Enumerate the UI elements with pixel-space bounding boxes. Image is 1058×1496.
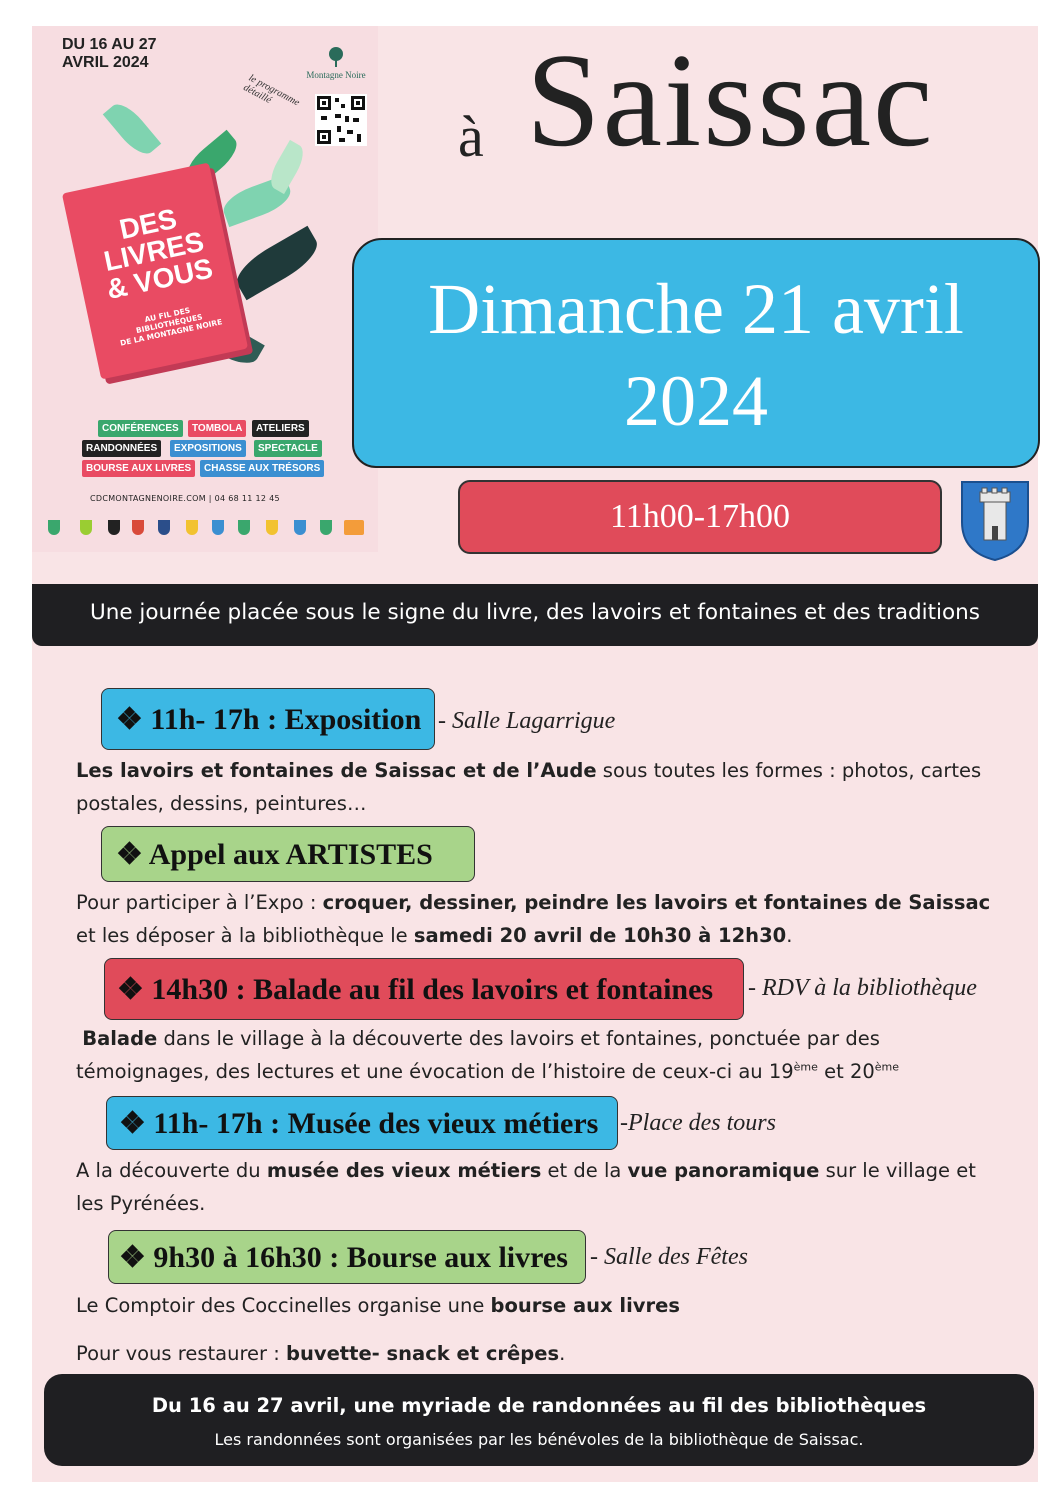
montagne-noire-logo xyxy=(296,46,376,80)
poster-dates: DU 16 AU 27 AVRIL 2024 xyxy=(62,36,157,71)
book-subtitle: AU FIL DES BIBLIOTHÈQUES DE LA MONTAGNE NOIRE xyxy=(119,305,223,348)
tag-tombola: TOMBOLA xyxy=(188,420,246,437)
bullet-icon: ❖ xyxy=(119,1107,146,1140)
partner-logo xyxy=(186,520,198,535)
tagline-banner: Une journée placée sous le signe du livre, des lavoirs et fontaines et des traditions xyxy=(32,584,1038,646)
tag-chasse-aux-tresors: CHASSE AUX TRÉSORS xyxy=(200,460,324,477)
exposition-desc-text: sous toutes les formes : photos, cartes postales, dessins, peintures… xyxy=(76,759,982,815)
leaf-decoration xyxy=(103,98,161,161)
artists-desc-text: et les déposer à la bibliothèque le xyxy=(76,924,414,947)
exposition-pill xyxy=(101,688,435,750)
artists-call-title: Appel aux ARTISTES xyxy=(148,838,433,871)
partner-logo xyxy=(238,520,250,535)
superscript: ème xyxy=(874,1060,900,1074)
heading-town: Saissac xyxy=(526,26,935,174)
musee-desc-bold: vue panoramique xyxy=(627,1159,820,1182)
musee-desc-text: et de la xyxy=(541,1159,628,1182)
partner-logo xyxy=(132,520,144,535)
balade-description xyxy=(76,1022,986,1088)
musee-title: 11h- 17h : Musée des vieux métiers xyxy=(153,1107,599,1140)
poster-contact: CDCMONTAGNENOIRE.COM | 04 68 11 12 45 xyxy=(90,494,280,503)
artists-desc-bold: samedi 20 avril de 10h30 à 12h30 xyxy=(413,924,787,947)
tag-expositions: EXPOSITIONS xyxy=(170,440,246,457)
partner-logo xyxy=(344,520,364,535)
bourse-pill xyxy=(108,1230,586,1284)
exposition-desc-bold: Les lavoirs et fontaines de Saissac et de l’Aude xyxy=(76,759,597,782)
partner-logos xyxy=(40,520,370,542)
musee-desc-text: A la découverte du xyxy=(76,1159,267,1182)
book-illustration xyxy=(62,162,248,379)
bullet-icon: ❖ xyxy=(117,973,144,1006)
leaf-decoration xyxy=(265,140,309,194)
bullet-icon: ❖ xyxy=(116,703,143,736)
food-text: Pour vous restaurer : xyxy=(76,1342,287,1365)
musee-desc-bold: musée des vieux métiers xyxy=(266,1159,542,1182)
bullet-icon: ❖ xyxy=(116,838,143,871)
tag-bourse-aux-livres: BOURSE AUX LIVRES xyxy=(82,460,195,477)
event-hours: 11h00-17h00 xyxy=(458,480,942,554)
partner-logo xyxy=(320,520,332,535)
tree-icon xyxy=(321,46,351,68)
bourse-desc-bold: bourse aux livres xyxy=(490,1294,680,1317)
partner-logo xyxy=(80,520,92,535)
tag-ateliers: ATELIERS xyxy=(252,420,309,437)
tag-conferences: CONFÉRENCES xyxy=(98,420,183,437)
superscript: ème xyxy=(793,1060,818,1074)
artists-call-pill xyxy=(101,826,475,882)
saissac-crest-icon xyxy=(958,478,1032,562)
musee-description xyxy=(76,1154,996,1220)
artists-desc-text: . xyxy=(786,924,793,947)
balade-desc-text: et 20 xyxy=(817,1060,875,1083)
musee-location: -Place des tours xyxy=(620,1110,776,1136)
tag-spectacle: SPECTACLE xyxy=(254,440,322,457)
food-text: . xyxy=(559,1342,566,1365)
partner-logo xyxy=(108,520,120,535)
artists-desc-text: Pour participer à l’Expo : xyxy=(76,891,323,914)
balade-pill xyxy=(104,958,744,1020)
event-date-box xyxy=(352,238,1040,468)
book-title: DES LIVRES & VOUS xyxy=(101,202,216,306)
partner-logo xyxy=(158,520,170,535)
partner-logo xyxy=(48,520,60,535)
qr-code[interactable] xyxy=(315,94,367,146)
partner-logo xyxy=(266,520,278,535)
bourse-description xyxy=(76,1289,996,1322)
exposition-title: 11h- 17h : Exposition xyxy=(150,703,422,736)
bourse-title: 9h30 à 16h30 : Bourse aux livres xyxy=(153,1241,568,1274)
musee-desc-text: sur le village et les Pyrénées. xyxy=(76,1159,976,1215)
balade-title: 14h30 : Balade au fil des lavoirs et fontaines xyxy=(151,973,714,1006)
event-date-year: 2024 xyxy=(624,361,768,441)
heading-preposition: à xyxy=(458,104,484,169)
exposition-location: - Salle Lagarrigue xyxy=(438,708,616,734)
exposition-description xyxy=(76,754,996,820)
musee-pill xyxy=(106,1096,618,1150)
tag-randonnees: RANDONNÉES xyxy=(82,440,161,457)
leaf-decoration xyxy=(230,226,325,300)
partner-logo xyxy=(212,520,224,535)
food-info xyxy=(76,1337,996,1370)
balade-desc-text: dans le village à la découverte des lavoirs et fontaines, ponctuée par des témoignages, des lectures et une évocation de l’histoire de ceux-ci au 19 xyxy=(76,1027,880,1083)
artists-call-description xyxy=(76,886,1016,952)
balade-location: - RDV à la bibliothèque xyxy=(748,975,977,1001)
brand-label: Montagne Noire xyxy=(306,70,366,80)
balade-desc-bold: Balade xyxy=(82,1027,158,1050)
event-date-day: Dimanche 21 avril xyxy=(428,269,964,349)
partner-logo xyxy=(294,520,306,535)
qr-caption: le programme détaillé xyxy=(241,72,302,109)
footer-headline: Du 16 au 27 avril, une myriade de randonnées au fil des bibliothèques xyxy=(151,1394,927,1417)
food-bold: buvette- snack et crêpes xyxy=(286,1342,560,1365)
hikes-footer xyxy=(44,1374,1034,1466)
artists-desc-bold: croquer, dessiner, peindre les lavoirs et fontaines de Saissac xyxy=(322,891,991,914)
festival-poster xyxy=(32,26,378,552)
bullet-icon: ❖ xyxy=(119,1241,146,1274)
bourse-desc-text: Le Comptoir des Coccinelles organise une xyxy=(76,1294,491,1317)
footer-note: Les randonnées sont organisées par les bénévoles de la bibliothèque de Saissac. xyxy=(214,1430,864,1449)
bourse-location: - Salle des Fêtes xyxy=(590,1244,748,1270)
